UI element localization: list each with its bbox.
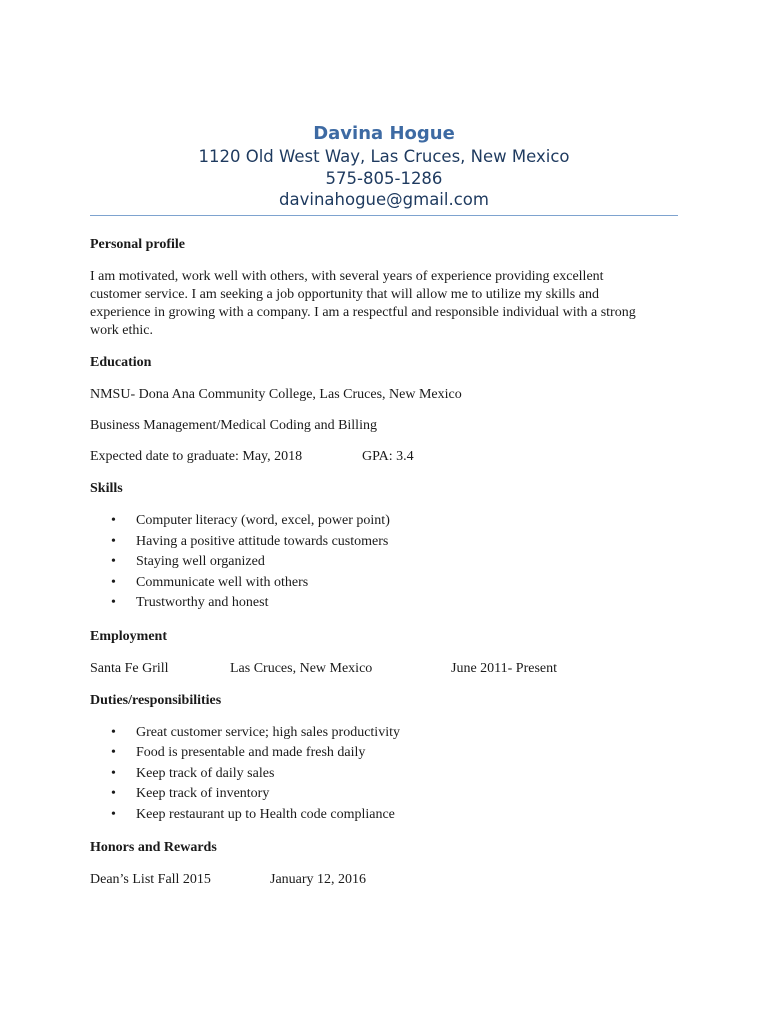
bullet-icon: • bbox=[111, 554, 116, 569]
duties-heading: Duties/responsibilities bbox=[90, 692, 222, 708]
list-item: • Staying well organized bbox=[111, 554, 265, 569]
employment-location: Las Cruces, New Mexico bbox=[230, 660, 373, 676]
list-item: • Trustworthy and honest bbox=[111, 595, 269, 610]
bullet-icon: • bbox=[111, 786, 116, 801]
profile-line: experience in growing with a company. I am a respectful and responsible individual with a strong bbox=[90, 305, 636, 320]
bullet-icon: • bbox=[111, 533, 116, 549]
education-school: NMSU- Dona Ana Community College, Las Cruces, New Mexico bbox=[90, 387, 462, 402]
profile-heading: Personal profile bbox=[90, 237, 186, 252]
list-item: • Computer literacy (word, excel, power point) bbox=[111, 513, 390, 528]
profile-paragraph bbox=[90, 268, 690, 340]
list-item: • Communicate well with others bbox=[111, 574, 309, 590]
applicant-address: 1120 Old West Way, Las Cruces, New Mexico bbox=[198, 147, 570, 166]
list-item: • Keep track of inventory bbox=[111, 786, 270, 801]
applicant-name: Davina Hogue bbox=[313, 123, 455, 144]
graduation-date: Expected date to graduate: May, 2018 bbox=[90, 449, 303, 464]
bullet-icon: • bbox=[111, 595, 116, 610]
duties-list bbox=[90, 724, 690, 827]
award: Dean’s List Fall 2015 bbox=[90, 872, 211, 887]
honors-heading: Honors and Rewards bbox=[90, 840, 217, 855]
list-item: • Keep track of daily sales bbox=[111, 765, 275, 781]
applicant-phone: 575-805-1286 bbox=[325, 168, 443, 188]
employment-dates: June 2011- Present bbox=[451, 660, 558, 676]
employment-heading: Employment bbox=[90, 628, 167, 644]
education-graduation-row bbox=[90, 448, 690, 466]
list-item: • Keep restaurant up to Health code compliance bbox=[111, 806, 395, 822]
skills-heading: Skills bbox=[90, 481, 123, 496]
profile-line: work ethic. bbox=[90, 323, 153, 338]
header-divider bbox=[90, 215, 678, 216]
resume-header bbox=[90, 122, 678, 211]
profile-line: customer service. I am seeking a job opportunity that will allow me to utilize my skills and bbox=[90, 287, 599, 302]
list-item: • Having a positive attitude towards customers bbox=[111, 533, 389, 549]
employer: Santa Fe Grill bbox=[90, 660, 169, 676]
employment-row bbox=[90, 660, 690, 678]
resume-body bbox=[90, 236, 690, 889]
education-program: Business Management/Medical Coding and Billing bbox=[90, 418, 377, 433]
bullet-icon: • bbox=[111, 745, 116, 760]
education-heading: Education bbox=[90, 355, 152, 370]
bullet-icon: • bbox=[111, 724, 116, 740]
bullet-icon: • bbox=[111, 765, 116, 781]
award-date: January 12, 2016 bbox=[270, 872, 367, 887]
skills-list bbox=[90, 512, 690, 615]
list-item: • Great customer service; high sales productivity bbox=[111, 724, 400, 740]
bullet-icon: • bbox=[111, 574, 116, 590]
list-item: • Food is presentable and made fresh daily bbox=[111, 745, 366, 760]
applicant-email: davinahogue@gmail.com bbox=[279, 190, 489, 209]
honors-row bbox=[90, 871, 690, 889]
bullet-icon: • bbox=[111, 806, 116, 822]
profile-line: I am motivated, work well with others, with several years of experience providing excellent bbox=[90, 269, 604, 284]
bullet-icon: • bbox=[111, 513, 116, 528]
gpa: GPA: 3.4 bbox=[362, 449, 414, 464]
